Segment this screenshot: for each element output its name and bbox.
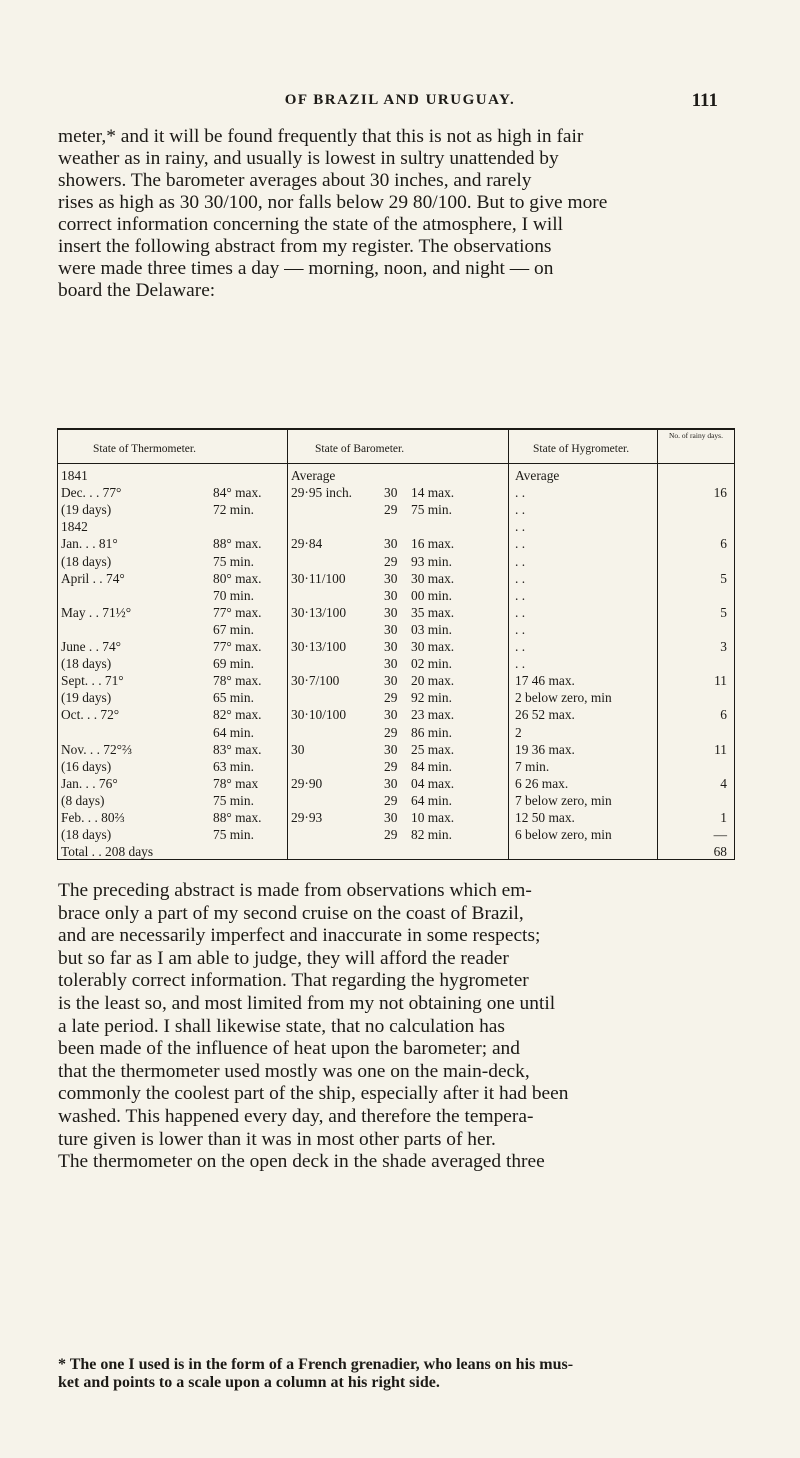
cell-thermometer-range: 65 min. [213,690,254,706]
cell-thermometer-mean: (16 days) [61,758,112,774]
footnote-line: * The one I used is in the form of a French grenadier, who leans on his mus- [58,1356,574,1373]
cell-thermometer-mean: Sept. . . 71° [61,673,124,689]
cell-barometer-decimals: 03 min. [411,621,452,637]
cell-hygrometer: . . [515,656,526,672]
cell-barometer-inches: 29 [384,724,398,740]
table-bottom-rule [57,859,735,860]
cell-barometer-average: 30·13/100 [291,639,347,654]
cell-barometer-decimals: 30 max. [411,570,455,586]
cell-hygrometer: . . [515,639,526,654]
cell-thermometer-range: 84° max. [213,485,262,501]
column-divider [508,428,509,860]
header-rainy-days: No. of rainy days. [669,431,723,440]
cell-barometer-decimals: 35 max. [411,604,455,620]
cell-barometer-inches: 30 [384,707,398,723]
cell-thermometer-range: 75 min. [213,553,254,569]
cell-thermometer-mean: (19 days) [61,502,112,518]
cell-thermometer-range: 63 min. [213,758,254,774]
footnote [58,1356,748,1392]
header-barometer: State of Barometer. [315,443,405,455]
cell-thermometer-mean: April . . 74° [61,570,125,586]
cell-thermometer-mean: June . . 74° [61,639,122,654]
weather-abstract-table [57,428,735,861]
cell-thermometer-mean: May . . 71½° [61,604,132,620]
cell-barometer-decimals: 14 max. [411,485,455,501]
cell-rainy-days: 11 [714,673,727,689]
cell-hygrometer: . . [515,553,526,569]
cell-thermometer-mean: 1842 [61,519,88,535]
cell-thermometer-mean: (19 days) [61,690,112,706]
cell-hygrometer: . . [515,485,526,501]
text-line: showers. The barometer averages about 30 inches, and rarely [58,170,532,191]
text-line: commonly the coolest part of the ship, especially after it had been [58,1083,569,1105]
cell-barometer-decimals: 82 min. [411,827,452,843]
cell-thermometer-range: 70 min. [213,587,254,603]
cell-barometer-decimals: 02 min. [411,656,452,672]
cell-thermometer-mean: 1841 [61,468,88,483]
cell-hygrometer: . . [515,536,526,552]
cell-hygrometer: . . [515,587,526,603]
cell-thermometer-mean: Total . . 208 days [61,844,154,860]
column-divider [57,428,58,860]
cell-rainy-days: 16 [713,485,727,501]
cell-rainy-days: 5 [720,570,727,586]
cell-rainy-days: — [713,827,727,843]
cell-thermometer-mean: Jan. . . 76° [61,775,118,791]
cell-thermometer-range: 83° max. [213,741,262,757]
cell-rainy-days: 5 [720,604,727,620]
cell-thermometer-mean: (18 days) [61,827,112,843]
cell-barometer-inches: 30 [384,621,398,637]
cell-barometer-average: 29·90 [291,775,323,791]
cell-rainy-days: 4 [720,775,727,791]
text-line: that the thermometer used mostly was one on the main-deck, [58,1060,530,1082]
cell-barometer-inches: 30 [384,673,398,689]
cell-thermometer-range: 69 min. [213,656,254,672]
cell-barometer-inches: 30 [384,604,398,620]
cell-rainy-days: 6 [720,536,727,552]
cell-barometer-inches: 29 [384,502,398,518]
cell-thermometer-mean: Nov. . . 72°⅔ [61,741,133,757]
cell-thermometer-range: 75 min. [213,827,254,843]
text-line: washed. This happened every day, and therefore the tempera- [58,1105,534,1127]
cell-barometer-decimals: 86 min. [411,724,452,740]
text-line: ture given is lower than it was in most other parts of her. [58,1128,496,1150]
cell-thermometer-range: 88° max. [213,810,262,825]
cell-barometer-inches: 30 [384,570,398,586]
cell-hygrometer: 7 below zero, min [515,792,612,808]
cell-barometer-average: 30·10/100 [291,707,347,723]
cell-thermometer-mean: Dec. . . 77° [61,485,122,501]
text-line: correct information concerning the state of the atmosphere, I will [58,214,564,235]
cell-hygrometer: . . [515,621,526,637]
cell-barometer-inches: 30 [384,775,398,791]
cell-barometer-inches: 29 [384,792,398,808]
cell-barometer-decimals: 10 max. [411,810,455,825]
text-line: is the least so, and most limited from my not obtaining one until [58,992,556,1014]
table-top-rule [57,428,735,430]
cell-thermometer-range: 78° max [213,775,259,791]
text-line: tolerably correct information. That regarding the hygrometer [58,970,529,992]
cell-rainy-days: 1 [720,810,727,825]
text-line: weather as in rainy, and usually is lowest in sultry unattended by [58,148,559,169]
cell-hygrometer: 6 26 max. [515,775,569,791]
cell-hygrometer: 26 52 max. [515,707,575,723]
text-line: a late period. I shall likewise state, that no calculation has [58,1015,505,1037]
cell-hygrometer: 2 [515,724,522,740]
footnote-line: ket and points to a scale upon a column at his right side. [58,1374,440,1391]
cell-hygrometer: . . [515,570,526,586]
cell-barometer-inches: 30 [384,741,398,757]
cell-thermometer-range: 75 min. [213,792,254,808]
cell-barometer-inches: 29 [384,690,398,706]
cell-barometer-inches: 30 [384,485,398,501]
cell-barometer-inches: 30 [384,587,398,603]
cell-thermometer-mean: (18 days) [61,656,112,672]
cell-hygrometer: 7 min. [515,758,550,774]
cell-barometer-average: 30·7/100 [291,673,340,689]
running-head: OF BRAZIL AND URUGUAY. [284,92,516,108]
cell-rainy-days: 3 [720,639,727,654]
cell-barometer-decimals: 23 max. [411,707,455,723]
text-line: and are necessarily imperfect and inaccurate in some respects; [58,925,541,947]
cell-thermometer-range: 64 min. [213,724,254,740]
cell-barometer-decimals: 75 min. [411,502,452,518]
cell-barometer-decimals: 20 max. [411,673,455,689]
column-divider [734,428,735,860]
cell-hygrometer: Average [515,468,560,483]
cell-hygrometer: 19 36 max. [515,741,575,757]
cell-rainy-days: 6 [720,707,727,723]
cell-barometer-inches: 29 [384,758,398,774]
text-line: board the Delaware: [58,280,216,301]
cell-thermometer-range: 77° max. [213,604,262,620]
cell-barometer-average: 30·13/100 [291,604,347,620]
column-divider [657,428,658,860]
cell-barometer-average: 30 [291,741,305,757]
header-thermometer: State of Thermometer. [93,443,196,455]
cell-thermometer-mean: (18 days) [61,553,112,569]
text-line: The thermometer on the open deck in the shade averaged three [58,1151,545,1173]
cell-rainy-days: 68 [713,844,727,860]
text-line: been made of the influence of heat upon the barometer; and [58,1038,520,1060]
cell-barometer-decimals: 25 max. [411,741,455,757]
column-divider [287,428,288,860]
text-line: insert the following abstract from my register. The observations [58,236,552,257]
cell-barometer-decimals: 16 max. [411,536,455,552]
cell-thermometer-range: 67 min. [213,621,254,637]
cell-barometer-decimals: 92 min. [411,690,452,706]
cell-barometer-average: 29·84 [291,536,323,552]
cell-barometer-inches: 30 [384,656,398,672]
cell-barometer-inches: 29 [384,827,398,843]
page-number: 111 [691,90,718,111]
cell-barometer-inches: 30 [384,536,398,552]
cell-thermometer-mean: Jan. . . 81° [61,536,118,552]
cell-barometer-inches: 30 [384,639,398,654]
cell-thermometer-range: 78° max. [213,673,262,689]
cell-thermometer-range: 72 min. [213,502,254,518]
cell-thermometer-range: 80° max. [213,570,262,586]
cell-barometer-decimals: 93 min. [411,553,452,569]
cell-barometer-decimals: 84 min. [411,758,452,774]
text-line: but so far as I am able to judge, they will afford the reader [58,947,509,969]
text-line: were made three times a day — morning, noon, and night — on [58,258,554,279]
cell-barometer-decimals: 04 max. [411,775,455,791]
cell-hygrometer: 12 50 max. [515,810,575,825]
cell-hygrometer: 6 below zero, min [515,827,612,843]
cell-barometer-decimals: 00 min. [411,587,452,603]
cell-barometer-average: 29·95 inch. [291,485,352,501]
text-line: The preceding abstract is made from observations which em- [58,880,532,901]
cell-hygrometer: . . [515,604,526,620]
cell-barometer-average: 29·93 [291,810,323,825]
header-hygrometer: State of Hygrometer. [533,443,630,455]
cell-barometer-average: 30·11/100 [291,570,346,586]
cell-barometer-inches: 30 [384,810,398,825]
text-line: brace only a part of my second cruise on the coast of Brazil, [58,902,524,924]
cell-thermometer-mean: (8 days) [61,792,105,808]
cell-barometer-decimals: 30 max. [411,639,455,654]
cell-hygrometer: . . [515,502,526,518]
cell-rainy-days: 11 [714,741,727,757]
text-line: meter,* and it will be found frequently that this is not as high in fair [58,126,584,147]
cell-hygrometer: . . [515,519,526,535]
cell-hygrometer: 2 below zero, min [515,690,612,706]
cell-thermometer-range: 77° max. [213,639,262,654]
cell-thermometer-range: 88° max. [213,536,262,552]
cell-barometer-average: Average [291,468,336,483]
text-line: rises as high as 30 30/100, nor falls below 29 80/100. But to give more [58,192,608,213]
body-paragraph [58,880,748,1174]
cell-thermometer-range: 82° max. [213,707,262,723]
intro-paragraph [58,126,748,302]
cell-thermometer-mean: Feb. . . 80⅔ [61,810,125,825]
cell-barometer-decimals: 64 min. [411,792,452,808]
cell-thermometer-mean: Oct. . . 72° [61,707,120,723]
cell-hygrometer: 17 46 max. [515,673,575,689]
header-bottom-rule [57,463,735,464]
cell-barometer-inches: 29 [384,553,398,569]
